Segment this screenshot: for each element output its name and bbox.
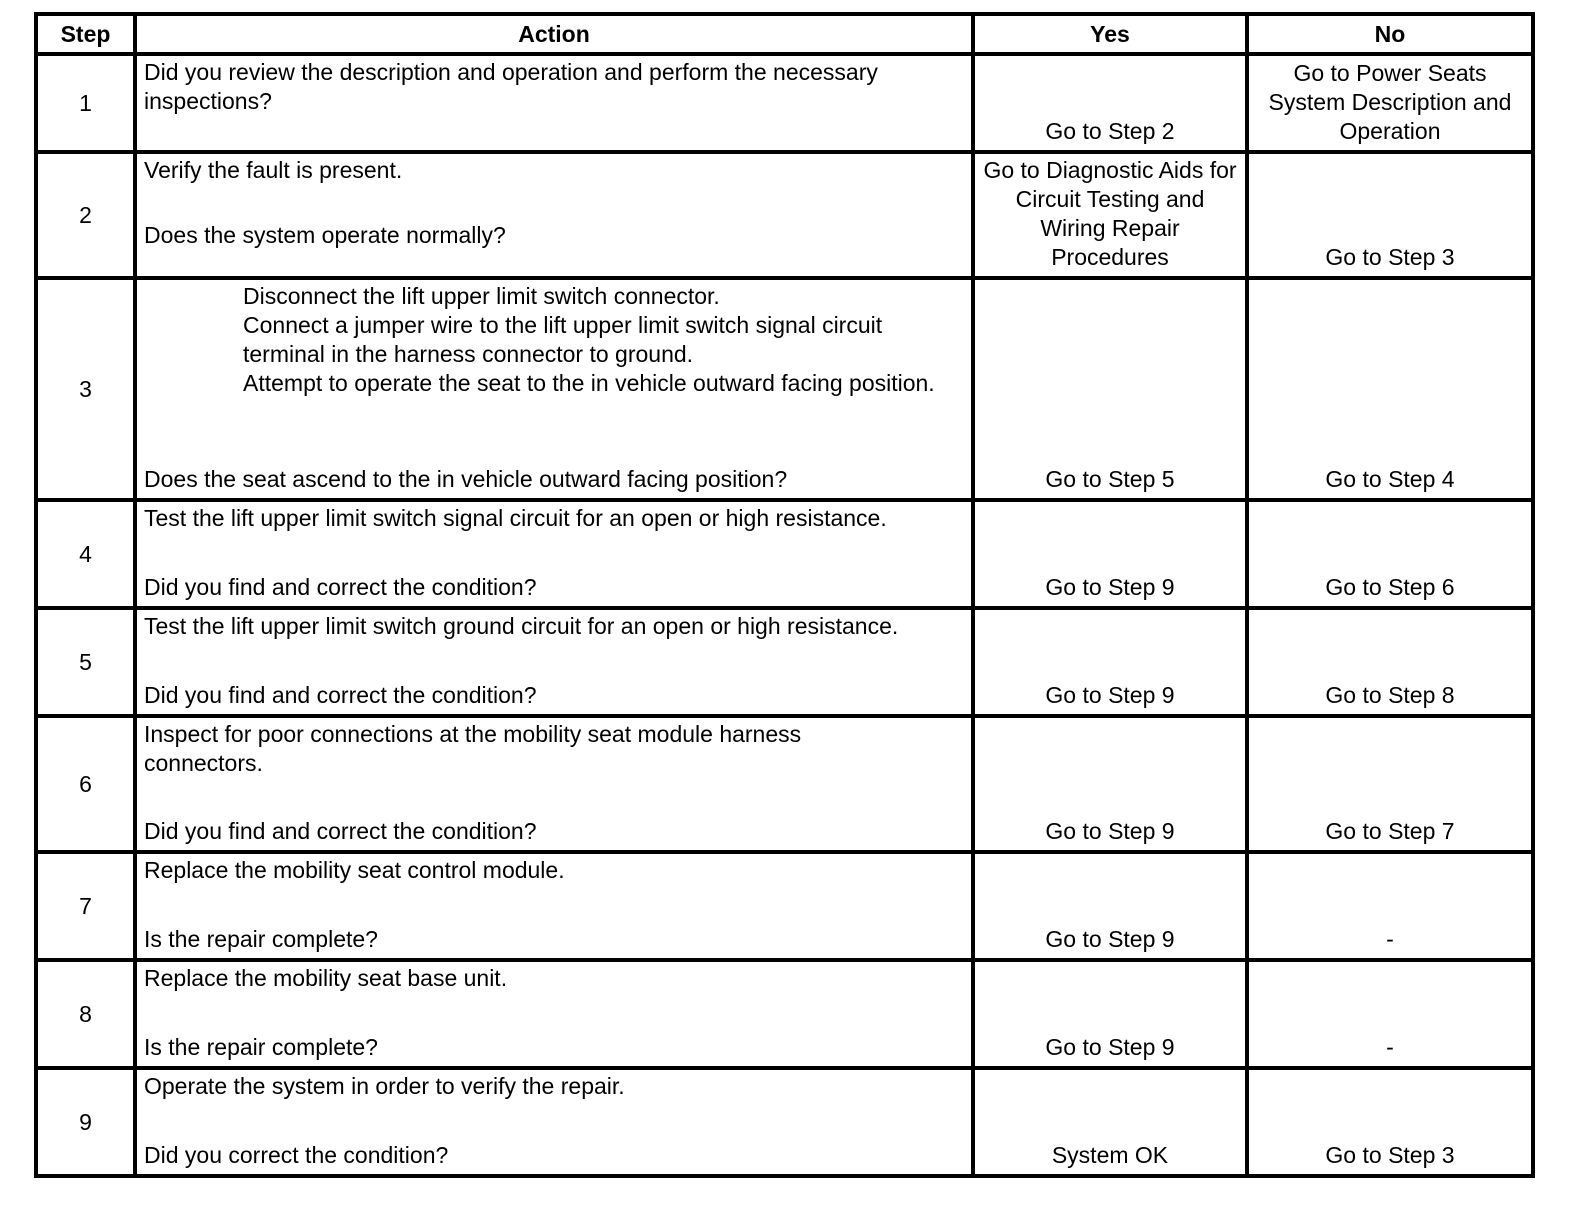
- yes-cell: Go to Step 9: [973, 608, 1247, 716]
- action-text: Replace the mobility seat base unit.: [144, 965, 508, 991]
- yes-cell: Go to Step 2: [973, 54, 1247, 152]
- table-row: [36, 54, 1533, 152]
- action-text: Operate the system in order to verify the repair.: [144, 1073, 625, 1099]
- step-number: 5: [36, 608, 135, 716]
- no-cell: Go to Step 4: [1247, 278, 1533, 500]
- no-cell: -: [1247, 960, 1533, 1068]
- header-row: [36, 14, 1533, 54]
- no-cell: Go to Step 3: [1247, 152, 1533, 278]
- table-row: [36, 1068, 1533, 1176]
- yes-cell: Go to Step 9: [973, 960, 1247, 1068]
- diagnostic-table: [34, 12, 1535, 1178]
- action-text: Inspect for poor connections at the mobility seat module harness connectors.: [144, 721, 802, 776]
- action-text: Replace the mobility seat control module.: [144, 857, 565, 883]
- substep-list: [144, 282, 965, 398]
- action-question: Did you find and correct the condition?: [144, 682, 537, 708]
- step-number: 7: [36, 852, 135, 960]
- action-cell: [135, 960, 973, 1068]
- table-row: [36, 608, 1533, 716]
- action-cell: [135, 152, 973, 278]
- step-number: 9: [36, 1068, 135, 1176]
- step-number: 6: [36, 716, 135, 852]
- action-question: Did you find and correct the condition?: [144, 574, 537, 600]
- yes-cell: Go to Step 9: [973, 852, 1247, 960]
- step-number: 8: [36, 960, 135, 1068]
- table-row: [36, 716, 1533, 852]
- yes-cell: Go to Diagnostic Aids for Circuit Testing and Wiring Repair Procedures: [973, 152, 1247, 278]
- action-cell: [135, 1068, 973, 1176]
- action-question: Is the repair complete?: [144, 926, 378, 952]
- action-cell: [135, 608, 973, 716]
- action-question: Did you find and correct the condition?: [144, 818, 537, 844]
- no-cell: Go to Step 7: [1247, 716, 1533, 852]
- step-number: 3: [36, 278, 135, 500]
- action-cell: [135, 500, 973, 608]
- yes-cell: Go to Step 9: [973, 716, 1247, 852]
- action-text: Verify the fault is present.: [144, 157, 403, 183]
- action-cell: [135, 716, 973, 852]
- action-text: Test the lift upper limit switch signal circuit for an open or high resistance.: [144, 505, 887, 531]
- no-cell: Go to Step 6: [1247, 500, 1533, 608]
- step-number: 1: [36, 54, 135, 152]
- no-cell: Go to Step 3: [1247, 1068, 1533, 1176]
- no-cell: Go to Step 8: [1247, 608, 1533, 716]
- substep-item: Attempt to operate the seat to the in vehicle outward facing position.: [243, 370, 935, 396]
- substep-item: Disconnect the lift upper limit switch connector.: [243, 283, 720, 309]
- no-cell: -: [1247, 852, 1533, 960]
- table-row: [36, 152, 1533, 278]
- no-cell: Go to Power Seats System Description and Operation: [1247, 54, 1533, 152]
- action-question: Is the repair complete?: [144, 1034, 378, 1060]
- action-text: Test the lift upper limit switch ground circuit for an open or high resistance.: [144, 613, 899, 639]
- table-row: [36, 500, 1533, 608]
- action-cell: [135, 852, 973, 960]
- header-step: Step: [36, 14, 135, 54]
- action-question: Does the seat ascend to the in vehicle outward facing position?: [144, 466, 788, 492]
- action-question: Did you correct the condition?: [144, 1142, 449, 1168]
- table-row: [36, 960, 1533, 1068]
- action-question: Does the system operate normally?: [144, 222, 506, 248]
- yes-cell: Go to Step 5: [973, 278, 1247, 500]
- table-row: [36, 852, 1533, 960]
- header-no: No: [1247, 14, 1533, 54]
- step-number: 4: [36, 500, 135, 608]
- table-row: [36, 278, 1533, 500]
- yes-cell: System OK: [973, 1068, 1247, 1176]
- header-action: Action: [135, 14, 973, 54]
- yes-cell: Go to Step 9: [973, 500, 1247, 608]
- action-cell: [135, 278, 973, 500]
- action-cell: [135, 54, 973, 152]
- substep-item: Connect a jumper wire to the lift upper limit switch signal circuit terminal in the harness connector to ground.: [243, 312, 883, 367]
- step-number: 2: [36, 152, 135, 278]
- header-yes: Yes: [973, 14, 1247, 54]
- action-text: Did you review the description and operation and perform the necessary inspections?: [144, 59, 878, 114]
